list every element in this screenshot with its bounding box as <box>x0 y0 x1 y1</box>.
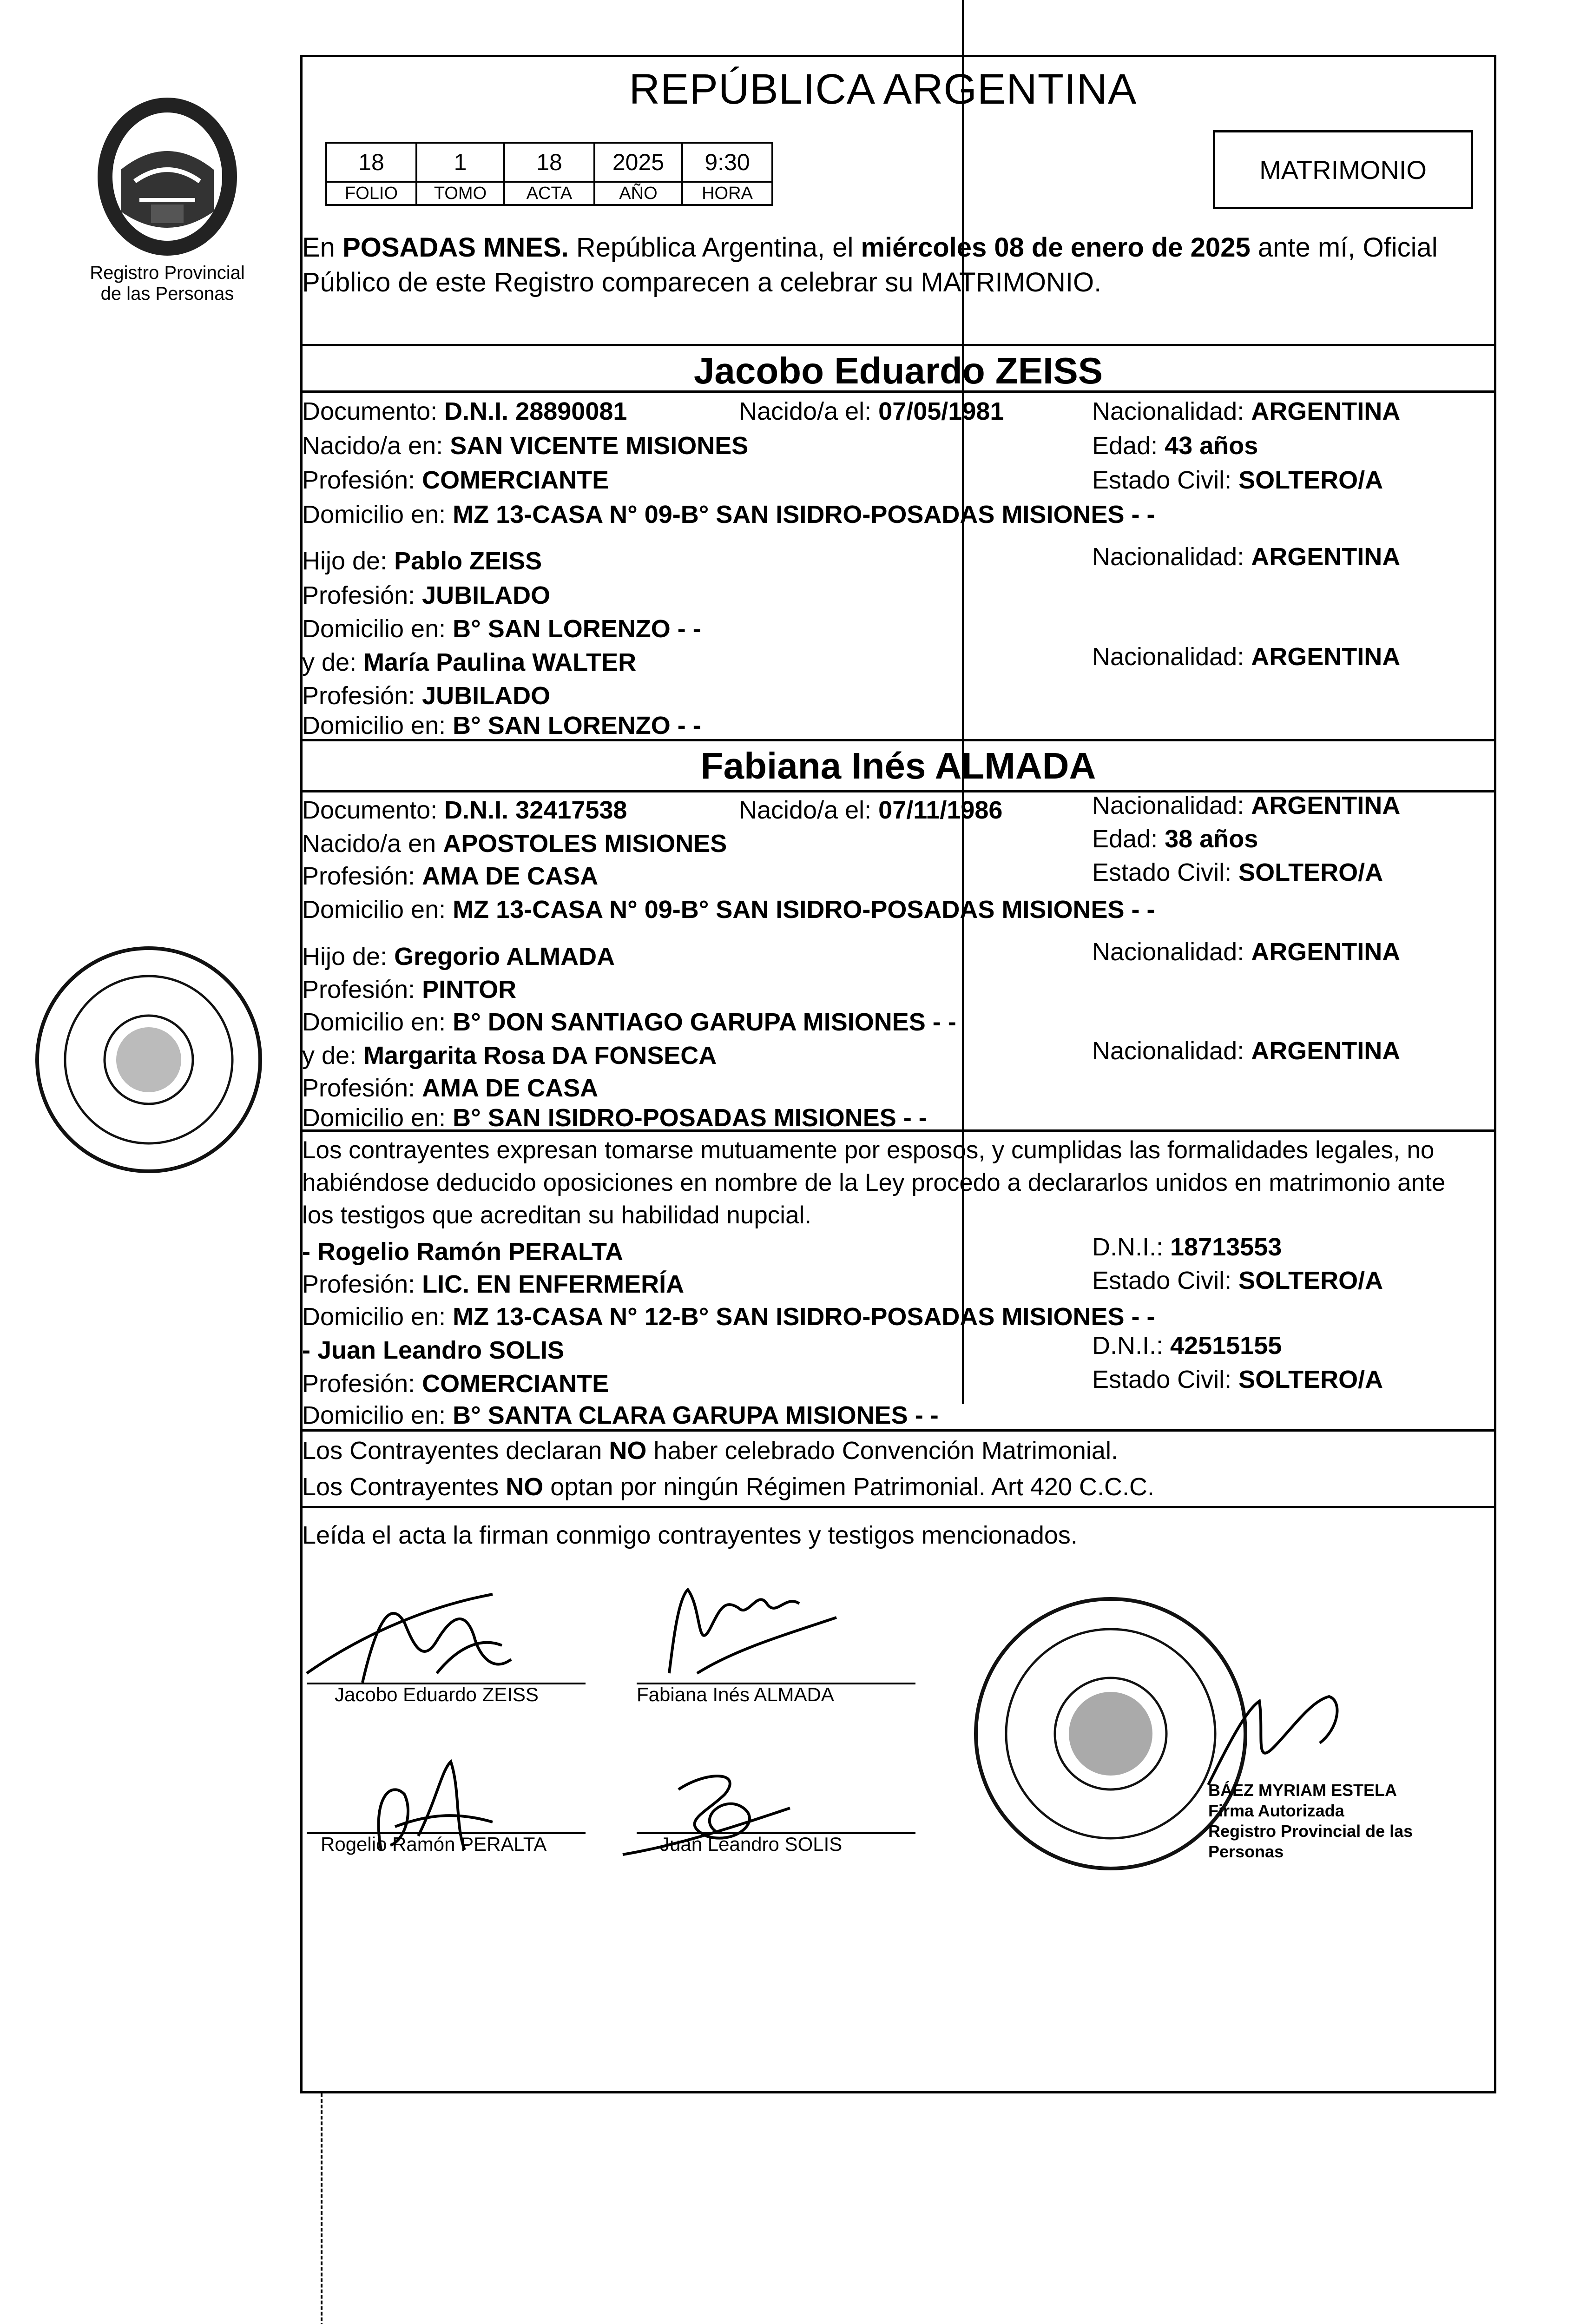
intro-place: POSADAS MNES. <box>342 232 569 263</box>
intro-text: ante mí, Oficial <box>1250 232 1438 263</box>
declaration-line-2: habiéndose deducido oposiciones en nombre de la Ley procedo a declararlos unidos en matrimonio ante <box>302 1169 1446 1196</box>
spouse1-mother-profession: Profesión: JUBILADO <box>302 682 551 710</box>
witness2-civil-status: Estado Civil: SOLTERO/A <box>1092 1366 1383 1393</box>
tomo-value: 1 <box>416 143 504 182</box>
witness2-profession: Profesión: COMERCIANTE <box>302 1370 609 1398</box>
hora-value: 9:30 <box>682 143 772 182</box>
witness1-profession: Profesión: LIC. EN ENFERMERÍA <box>302 1270 685 1298</box>
logo-caption-line1: Registro Provincial <box>90 263 245 283</box>
witness1-name: - Rogelio Ramón PERALTA <box>302 1238 623 1266</box>
spouse1-profession: Profesión: COMERCIANTE <box>302 466 609 494</box>
spouse1-father-nationality: Nacionalidad: ARGENTINA <box>1092 543 1401 571</box>
declaration-line-1: Los contrayentes expresan tomarse mutuamente por esposos, y cumplidas las formalidades legales, no <box>302 1136 1435 1164</box>
witness1-address: Domicilio en: MZ 13-CASA N° 12-B° SAN ISIDRO-POSADAS MISIONES - - <box>302 1303 1155 1331</box>
intro-line-1 <box>302 232 1438 263</box>
spouse2-father-address: Domicilio en: B° DON SANTIAGO GARUPA MISIONES - - <box>302 1008 956 1036</box>
witness2-signature-name: Juan Leandro SOLIS <box>660 1833 843 1855</box>
spouse2-address: Domicilio en: MZ 13-CASA N° 09-B° SAN ISIDRO-POSADAS MISIONES - - <box>302 896 1155 924</box>
convention-line-1: Los Contrayentes declaran NO haber celebrado Convención Matrimonial. <box>302 1437 1118 1465</box>
spouse2-mother-address: Domicilio en: B° SAN ISIDRO-POSADAS MISIONES - - <box>302 1104 927 1132</box>
witness1-signature-name: Rogelio Ramón PERALTA <box>321 1833 547 1855</box>
folio-label: FOLIO <box>326 182 416 205</box>
registry-logo <box>84 88 251 302</box>
intro-text: En <box>302 232 343 263</box>
officer-role-1: Firma Autorizada <box>1208 1801 1344 1820</box>
ano-value: 2025 <box>594 143 682 182</box>
divider-header <box>300 344 1496 346</box>
declaration-line-3: los testigos que acreditan su habilidad nupcial. <box>302 1202 812 1229</box>
acta-value: 18 <box>504 143 594 182</box>
intro-date: miércoles 08 de enero de 2025 <box>861 232 1251 263</box>
witness2-name: - Juan Leandro SOLIS <box>302 1336 565 1364</box>
spouse1-age: Edad: 43 años <box>1092 432 1258 460</box>
spouse1-signature-name: Jacobo Eduardo ZEISS <box>335 1684 539 1705</box>
spouse2-father-nationality: Nacionalidad: ARGENTINA <box>1092 938 1401 966</box>
witness1-civil-status: Estado Civil: SOLTERO/A <box>1092 1267 1383 1294</box>
spouse1-civil-status: Estado Civil: SOLTERO/A <box>1092 466 1383 494</box>
spouse2-signature-name: Fabiana Inés ALMADA <box>637 1684 834 1705</box>
spouse2-mother-profession: Profesión: AMA DE CASA <box>302 1074 599 1102</box>
spouse1-birthdate: Nacido/a el: 07/05/1981 <box>739 397 1004 425</box>
spouse1-name: Jacobo Eduardo ZEISS <box>693 350 1103 391</box>
ano-label: AÑO <box>594 182 682 205</box>
spouse2-nationality: Nacionalidad: ARGENTINA <box>1092 792 1401 819</box>
spouse2-document: Documento: D.N.I. 32417538 <box>302 796 627 824</box>
tomo-label: TOMO <box>416 182 504 205</box>
logo-caption-line2: de las Personas <box>100 284 234 304</box>
spouse1-father: Hijo de: Pablo ZEISS <box>302 547 542 575</box>
officer-block <box>1208 1780 1468 1862</box>
spouse2-birthplace: Nacido/a en APOSTOLES MISIONES <box>302 830 727 858</box>
spouse2-father-profession: Profesión: PINTOR <box>302 976 517 1004</box>
act-type-box: MATRIMONIO <box>1213 130 1473 209</box>
officer-signature-icon <box>1190 1673 1450 1794</box>
acta-label: ACTA <box>504 182 594 205</box>
spouse1-father-profession: Profesión: JUBILADO <box>302 581 551 609</box>
spouse2-name: Fabiana Inés ALMADA <box>700 745 1096 786</box>
intro-line-2: Público de este Registro comparecen a celebrar su MATRIMONIO. <box>302 267 1102 297</box>
spouse1-nationality: Nacionalidad: ARGENTINA <box>1092 397 1401 425</box>
spouse2-profession: Profesión: AMA DE CASA <box>302 862 599 890</box>
spouse2-birthdate: Nacido/a el: 07/11/1986 <box>739 796 1003 824</box>
spouse1-father-address: Domicilio en: B° SAN LORENZO - - <box>302 615 701 643</box>
left-seal-stamp <box>9 883 270 1218</box>
registry-data-table <box>325 142 773 206</box>
spouse1-address: Domicilio en: MZ 13-CASA N° 09-B° SAN ISIDRO-POSADAS MISIONES - - <box>302 501 1155 528</box>
spouse1-mother-nationality: Nacionalidad: ARGENTINA <box>1092 643 1401 671</box>
convention-line-2: Los Contrayentes NO optan por ningún Régimen Patrimonial. Art 420 C.C.C. <box>302 1473 1154 1501</box>
spouse2-civil-status: Estado Civil: SOLTERO/A <box>1092 858 1383 886</box>
spouse2-age: Edad: 38 años <box>1092 825 1258 853</box>
officer-name: BÁEZ MYRIAM ESTELA <box>1208 1781 1397 1800</box>
spouse1-mother-address: Domicilio en: B° SAN LORENZO - - <box>302 712 701 739</box>
document-title: REPÚBLICA ARGENTINA <box>629 66 1137 113</box>
spouse2-signature-icon <box>632 1571 864 1692</box>
hora-label: HORA <box>682 182 772 205</box>
intro-text: República Argentina, el <box>568 232 861 263</box>
margin-dash-line <box>321 2093 323 2324</box>
closing-statement: Leída el acta la firman conmigo contrayentes y testigos mencionados. <box>302 1521 1078 1549</box>
spouse1-mother: y de: María Paulina WALTER <box>302 648 637 676</box>
divider-closing <box>300 1506 1496 1508</box>
witness2-dni: D.N.I.: 42515155 <box>1092 1332 1282 1360</box>
folio-value: 18 <box>326 143 416 182</box>
witness2-address: Domicilio en: B° SANTA CLARA GARUPA MISIONES - - <box>302 1401 939 1429</box>
seal-stamp-icon <box>9 883 270 1218</box>
spouse1-document: Documento: D.N.I. 28890081 <box>302 397 627 425</box>
provincial-coat-of-arms-icon <box>84 88 251 265</box>
spouse1-birthplace: Nacido/a en: SAN VICENTE MISIONES <box>302 432 749 460</box>
officer-role-2: Registro Provincial de las Personas <box>1208 1822 1413 1861</box>
spouse2-mother-nationality: Nacionalidad: ARGENTINA <box>1092 1037 1401 1065</box>
spouse2-father: Hijo de: Gregorio ALMADA <box>302 943 615 971</box>
witness1-dni: D.N.I.: 18713553 <box>1092 1233 1282 1261</box>
spouse2-mother: y de: Margarita Rosa DA FONSECA <box>302 1042 717 1070</box>
